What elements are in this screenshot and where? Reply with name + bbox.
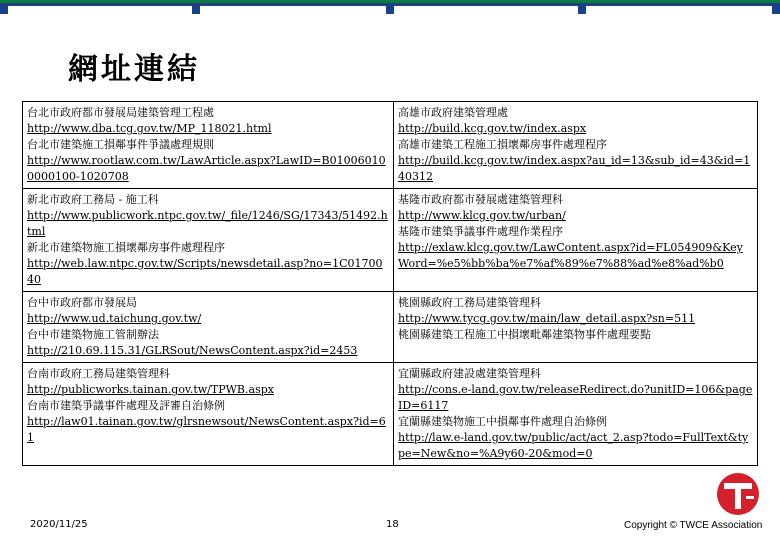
agency-label: 台南市政府工務局建築管理科 bbox=[27, 367, 170, 380]
agency-label: 台北市政府都市發展局建築管理工程處 bbox=[27, 106, 214, 119]
agency-label: 高雄市政府建築管理處 bbox=[398, 106, 508, 119]
header-square-deco bbox=[0, 6, 8, 14]
url-link[interactable]: http://210.69.115.31/GLRSout/NewsContent.aspx?id=2453 bbox=[27, 344, 358, 357]
url-link[interactable]: http://law.e-land.gov.tw/public/act/act_2.asp?todo=FullText&type=New&no=%A9y60-20&mod=0 bbox=[398, 431, 749, 460]
agency-label: 桃園縣建築工程施工中損壞毗鄰建築物事件處理要點 bbox=[398, 328, 651, 341]
header-square-deco bbox=[192, 6, 200, 14]
header-square-deco bbox=[578, 6, 586, 14]
table-cell bbox=[394, 102, 758, 189]
table-cell bbox=[23, 292, 394, 363]
agency-label: 基隆市建築爭議事件處理作業程序 bbox=[398, 225, 563, 238]
twce-logo-icon bbox=[716, 472, 760, 516]
agency-label: 台北市建築施工損鄰事件爭議處理規則 bbox=[27, 138, 214, 151]
table-cell bbox=[394, 189, 758, 292]
header-square-deco bbox=[772, 6, 780, 14]
agency-label: 台中市建築物施工管制辦法 bbox=[27, 328, 159, 341]
agency-label: 桃園縣政府工務局建築管理科 bbox=[398, 296, 541, 309]
agency-label: 基隆市政府都市發展處建築管理科 bbox=[398, 193, 563, 206]
agency-label: 宜蘭縣政府建設處建築管理科 bbox=[398, 367, 541, 380]
table-cell bbox=[23, 189, 394, 292]
url-link[interactable]: http://build.kcg.gov.tw/index.aspx?au_id=13&sub_id=43&id=140312 bbox=[398, 154, 751, 183]
table-cell bbox=[394, 363, 758, 466]
agency-label: 高雄市建築工程施工損壞鄰房事件處理程序 bbox=[398, 138, 607, 151]
url-link[interactable]: http://cons.e-land.gov.tw/releaseRedirect.do?unitID=106&pageID=6117 bbox=[398, 383, 753, 412]
table-cell bbox=[23, 363, 394, 466]
url-link[interactable]: http://www.tycg.gov.tw/main/law_detail.aspx?sn=511 bbox=[398, 312, 696, 325]
url-link[interactable]: http://law01.tainan.gov.tw/glrsnewsout/NewsContent.aspx?id=61 bbox=[27, 415, 386, 444]
copyright-text: Copyright © TWCE Association bbox=[624, 520, 763, 531]
url-link[interactable]: http://publicworks.tainan.gov.tw/TPWB.aspx bbox=[27, 383, 274, 396]
table-row bbox=[23, 102, 758, 189]
url-link[interactable]: http://exlaw.klcg.gov.tw/LawContent.aspx?id=FL054909&KeyWord=%e5%bb%ba%e7%af%89%e7%88%ad%e8%ad%b0 bbox=[398, 241, 743, 270]
url-link[interactable]: http://www.publicwork.ntpc.gov.tw/_file/1246/SG/17343/51492.html bbox=[27, 209, 388, 238]
table-row bbox=[23, 292, 758, 363]
footer-date: 2020/11/25 bbox=[30, 519, 88, 530]
table-cell bbox=[394, 292, 758, 363]
links-table bbox=[22, 101, 758, 466]
url-link[interactable]: http://www.klcg.gov.tw/urban/ bbox=[398, 209, 566, 222]
url-link[interactable]: http://build.kcg.gov.tw/index.aspx bbox=[398, 122, 587, 135]
table-row bbox=[23, 363, 758, 466]
url-link[interactable]: http://www.rootlaw.com.tw/LawArticle.aspx?LawID=B010060100000100-1020708 bbox=[27, 154, 386, 183]
table-cell bbox=[23, 102, 394, 189]
page-title: 網址連結 bbox=[68, 52, 200, 87]
header-bar bbox=[0, 0, 780, 16]
url-link[interactable]: http://web.law.ntpc.gov.tw/Scripts/newsdetail.asp?no=1C0170040 bbox=[27, 257, 383, 286]
agency-label: 台南市建築爭議事件處理及評審自治條例 bbox=[27, 399, 225, 412]
agency-label: 新北市政府工務局 - 施工科 bbox=[27, 193, 159, 206]
agency-label: 台中市政府都市發展局 bbox=[27, 296, 137, 309]
page-number: 18 bbox=[386, 519, 399, 530]
agency-label: 宜蘭縣建築物施工中損鄰事件處理自治條例 bbox=[398, 415, 607, 428]
url-link[interactable]: http://www.ud.taichung.gov.tw/ bbox=[27, 312, 202, 325]
header-square-deco bbox=[386, 6, 394, 14]
agency-label: 新北市建築物施工損壞鄰房事件處理程序 bbox=[27, 241, 225, 254]
url-link[interactable]: http://www.dba.tcg.gov.tw/MP_118021.html bbox=[27, 122, 272, 135]
table-row bbox=[23, 189, 758, 292]
